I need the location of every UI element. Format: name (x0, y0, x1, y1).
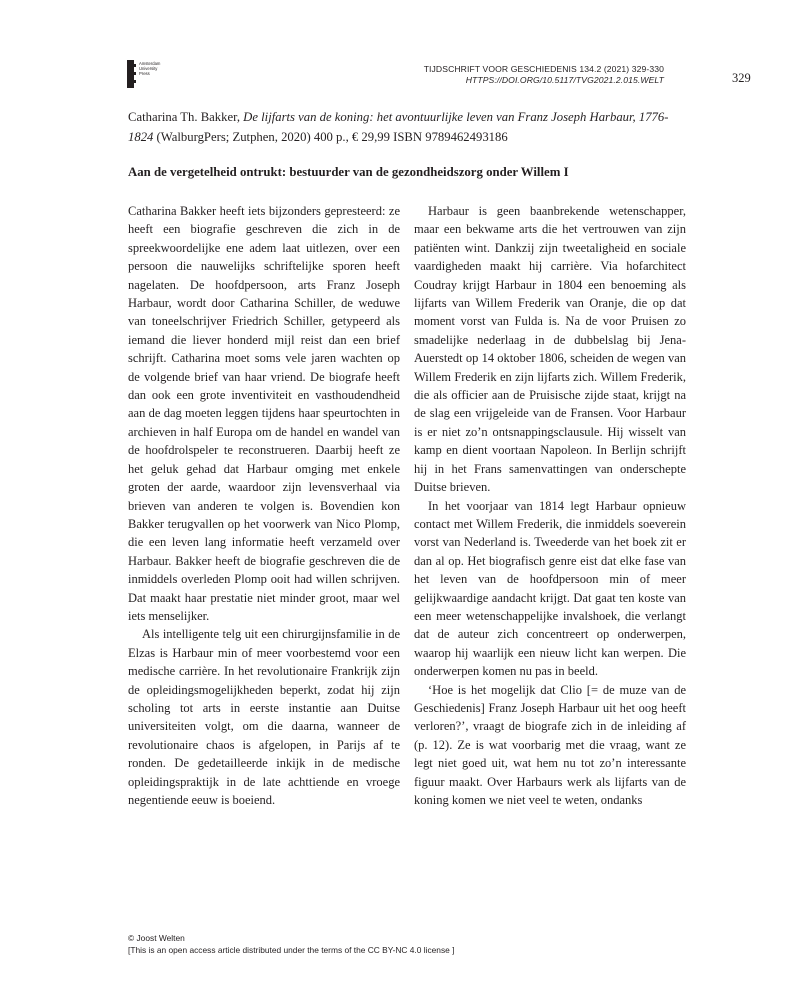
citation-author: Catharina Th. Bakker, (128, 110, 244, 124)
copyright-notice: © Joost Welten (128, 933, 185, 943)
citation-details: (WalburgPers; Zutphen, 2020) 400 p., € 29,99 ISBN 9789462493186 (153, 130, 508, 144)
journal-header (424, 64, 664, 86)
paragraph: In het voorjaar van 1814 legt Harbaur opnieuw contact met Willem Frederik, die inmiddels soeverein vorst van Nederland is. Tweederde van het boek zit er dan al op. Het biografisch genre eist dat elke fase van het leven van de hoofdpersoon min of meer gelijkwaardige aandacht krijgt. Dat gaat ten koste van een meer wetenschappelijke invalshoek, die verlangt dat de auteur zich concentreert op onderwerpen, waarop hij waarlijk een nieuw licht kan werpen. Die onderwerpen komen nu pas in beeld. (414, 498, 686, 679)
logo-notch (134, 64, 136, 67)
logo-text: Amsterdam University Press (139, 61, 161, 76)
text-column-right (414, 202, 686, 809)
license-notice: [This is an open access article distributed under the terms of the CC BY-NC 4.0 license ] (128, 944, 455, 955)
logo-notch (134, 72, 136, 75)
paragraph: Catharina Bakker heeft iets bijzonders gepresteerd: ze heeft een biografie geschreven die zich in de spreekwoordelijke ene adem laat uitlezen, over een persoon die nauwelijks schriftelijke sporen heeft nagelaten. De hoofdpersoon, arts Franz Joseph Harbaur, wordt door Catharina Schiller, de weduwe van toneelschrijver Friedrich Schiller, getypeerd als iemand die liever honderd mijl reist dan een brief schrijft. Catharina moet soms vele jaren wachten op de volgende brief van haar vriend. De biografe heeft dan ook een grote inventiviteit en vasthoudendheid aan de dag moeten leggen tijdens haar speurtochten in archieven in half Europa om de handel en wandel van de hoofdrolspeler te reconstrueren. Daarbij heeft ze het geluk gehad dat Harbaur omging met enkele groten der aarde, waardoor zijn levensverhaal via brieven van anderen te volgen is. Bovendien kon Bakker terugvallen op het voorwerk van Nico Plomp, die een leven lang informatie heeft verzameld over Harbaur. Bakker heeft de biografie geschreven die de inmiddels overleden Plomp ooit had willen schrijven. Dat maakt haar prestatie niet minder groot, maar wel iets menselijker. (128, 204, 400, 623)
footer (128, 933, 454, 956)
paragraph: Als intelligente telg uit een chirurgijnsfamilie in de Elzas is Harbaur min of meer voorbestemd voor een medische carrière. In het revolutionaire Frankrijk zijn de opleidingsmogelijkheden beperkt, zodat hij zijn scholing tot arts in eerste instantie aan Duitse universiteiten volgt, om die daarna, wanneer de revolutionaire chaos is afgelopen, in Parijs af te ronden. De gedetailleerde inkijk in de medische opleidingspraktijk in de late achttiende en vroege negentiende eeuw is boeiend. (128, 627, 400, 807)
citation-title: De lijfarts van de koning: het avontuurlijke leven van Franz Joseph Harbaur, 1776-1824 (128, 110, 669, 144)
journal-title: TIJDSCHRIFT VOOR GESCHIEDENIS 134.2 (2021) 329-330 (423, 64, 664, 74)
text-column-left (128, 202, 400, 809)
doi-link[interactable]: HTTPS://DOI.ORG/10.5117/TVG2021.2.015.WELT (465, 75, 664, 85)
publisher-logo (127, 60, 187, 88)
paragraph: Harbaur is geen baanbrekende wetenschapper, maar een bekwame arts die het vertrouwen van zijn patiënten wint. Dankzij zijn tweetaligheid en sociale vaardigheden maakt hij carrière. Via hofarchitect Coudray krijgt Harbaur in 1804 een benoeming als lijfarts van Willem Frederik van Oranje, die op dat moment vorst van Fulda is. Na de voor Pruisen zo smadelijke nederlaag in de dubbelslag bij Jena-Auerstedt op 14 oktober 1806, scheiden de wegen van Willem Frederik en zijn lijfarts zich. Willem Frederik, die als officier aan de Pruisische zijde staat, krijgt na de slag een vrijgeleide van de Fransen. Voor Harbaur is er niet zo’n ontsnappingsclausule. Hij wisselt van kamp en dient voortaan Napoleon. In Berlijn schrijft hij in het Frans samenvattingen van onderschepte Duitse brieven. (414, 204, 686, 495)
logo-bar-icon (127, 60, 134, 88)
logo-notch (134, 80, 136, 83)
page-number: 329 (732, 71, 751, 85)
book-citation (128, 107, 688, 147)
paragraph: ‘Hoe is het mogelijk dat Clio [= de muze van de Geschiedenis] Franz Joseph Harbaur uit het oog heeft verloren?’, vraagt de biografe zich in de inleiding af (p. 12). Ze is wat voorbarig met die vraag, want ze legt niet goed uit, wat hem nu tot zo’n interessante figuur maakt. Over Harbaurs werk als lijfarts van de koning komen we niet veel te weten, ondanks (414, 682, 686, 807)
review-heading: Aan de vergetelheid ontrukt: bestuurder van de gezondheidszorg onder Willem I (128, 165, 569, 179)
